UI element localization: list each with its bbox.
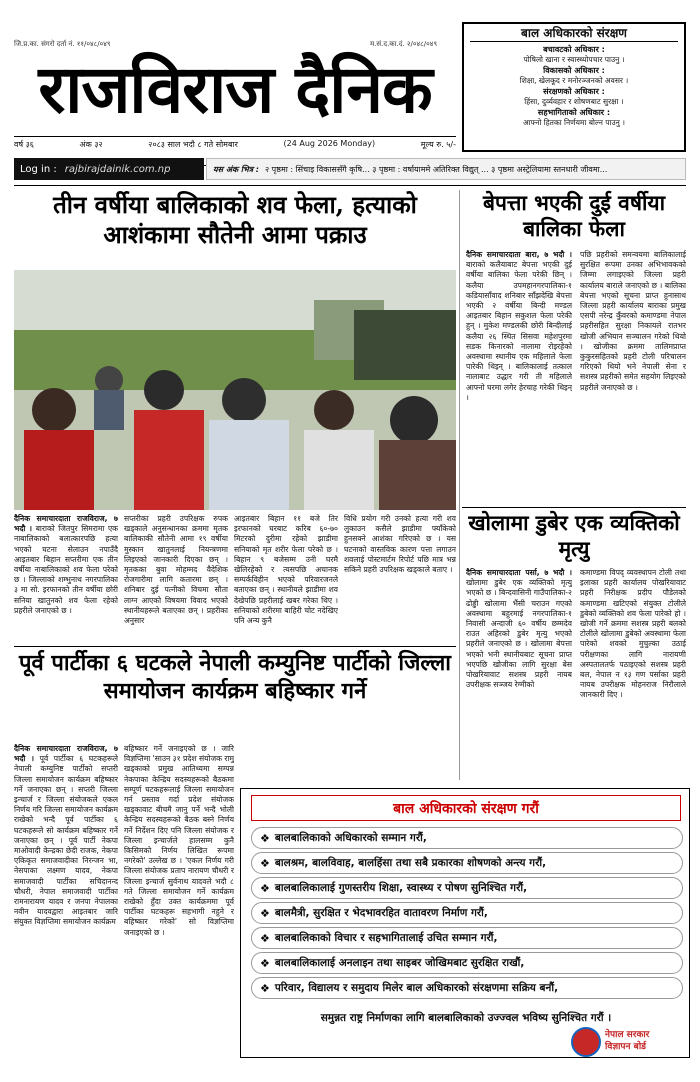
notice-item-3: ❖ बालबालिकालाई गुणस्तरीय शिक्षा, स्वास्थ्य र पोषण सुनिश्चित गरौं, xyxy=(251,877,683,899)
rights-head-1: बचावटको अधिकार : xyxy=(543,44,605,54)
issue-info-line xyxy=(14,136,456,150)
price: मूल्य रु. ५/- xyxy=(420,140,456,149)
bullet-icon: ❖ xyxy=(260,881,270,895)
divider xyxy=(14,185,686,186)
rights-text-2: शिक्षा, खेलकूद र मनोरञ्जनको अवसर । xyxy=(519,76,629,85)
story2-col2: पछि प्रहरीको समन्वयमा बालिकालाई सुरक्षित रूपमा उनका अभिभावकको जिम्मा लगाइएको जिल्ला प्रहरी कार्यालय बाराले जनाएको छ । बालिका बेपत्ता भएको सूचना प्राप्त हुनासाथ जिल्ला प्रहरी कार्यालय बाराका प्रमुख एसपी नरेन्द्र कुँवरको कमाण्डमा नेपाल प्रहरीसहित सुरक्षा निकायले रातभर खोजी अभियान सञ्चालन गरेको थियो । खोजीका क्रममा तालिमप्राप्त कुकुरसहितको प्रहरी टोली परिचालन गरिएको थियो भने नेपाली सेना र सशस्त्र प्रहरीको समेत सहयोग लिइएको प्रहरीले जनाएको छ । xyxy=(580,250,686,392)
story1-dateline: दैनिक समाचारदाता राजविराज, ७ भदौ । xyxy=(14,514,118,534)
story1-col3: आइतबार बिहान ११ बजे तिर इरफानको घरबाट करिब ६०-७० मिटरको दुरीमा रहेको झाडीमा सनियाको मृत शरीर फेला परेको छ । बिहान ९ बजेसम्म उनी घरमै खेलिरहेको र त्यसपछि अचानक सम्पर्कविहीन भएको परिवारजनले बताएका छन् । स्थानीयले झाडीमा शव देखेपछि प्रहरीलाई खबर गरेका थिए । सनियाको शरीरमा बाहिरी चोट नदेखिए पनि अन्य कुनै xyxy=(234,514,338,626)
headline-story1: तीन वर्षीया बालिकाको शव फेला, हत्याको आशंकामा सौतेनी आमा पक्राउ xyxy=(53,190,417,249)
volume: वर्ष ३६ xyxy=(14,140,34,149)
issue: अंक ३२ xyxy=(79,140,103,149)
notice-footer: समुन्नत राष्ट्र निर्माणका लागि बालबालिकाको उज्ज्वल भविष्य सुनिश्चित गरौं । xyxy=(320,1012,612,1024)
bullet-icon: ❖ xyxy=(260,956,270,970)
ticker-label: यस अंक भित्र : xyxy=(213,164,259,174)
story2-col1 xyxy=(466,250,572,506)
headline-story3: खोलामा डुबेर एक व्यक्तिको मृत्यु xyxy=(468,510,680,562)
crowd-photo xyxy=(14,270,456,510)
story4-col2: बहिष्कार गर्ने जनाइएको छ । जारि विज्ञप्तिमा 'साउन ३१ प्रदेश संयोजक रामु खड्काको प्रमुख आतिथ्यमा सम्पन्न नेकपाका केन्द्रिय सदस्यहरूको बैठकमा सम्पूर्ण घटकहरूलाई जिल्ला समायोजन गर्न प्रस्ताव गर्दा प्रदेश संयोजक खड्कावाट बीचमै जानु पर्ने भन्दै भोली केन्द्रिय सदस्यहरूको बैठक बस्ने निर्णय गर्ने निर्देशन दिए पनि जिल्ला संयोजक र जिल्ला इन्चार्जले हालसम्म कुनै किसिमको निर्णय लिखित रूपमा नगरेको' उल्लेख छ । 'एकल निर्णय गरी जिल्ला संयोजक प्रताप नारायण चौधरी र जिल्ला इन्चार्ज सुर्वनाथ यादवले भदौ ८ गते जिल्ला समायोजन गर्ने कार्यक्रम राखेको हुँदा उक्त कार्यक्रममा पूर्व पार्टीका घटकहरू सहभागी नहुने र बहिष्कार गरेको' सो विज्ञप्तिमा जनाइएको छ । xyxy=(124,744,234,937)
issuer xyxy=(605,1029,649,1053)
date-english: (24 Aug 2026 Monday) xyxy=(283,139,376,148)
government-seal-icon xyxy=(571,1027,601,1057)
rights-text-4: आफ्नो हितका निर्णयमा बोल्न पाउनु । xyxy=(523,118,625,127)
notice-item-7: ❖ परिवार, विद्यालय र समुदाय मिलेर बाल अधिकारको संरक्षणमा सक्रिय बनौं, xyxy=(251,977,683,999)
login-bar[interactable] xyxy=(14,158,204,180)
postal-number: म.सं.द.का.दं. २/०४८/०४९ xyxy=(370,40,438,48)
bullet-icon: ❖ xyxy=(260,931,270,945)
notice-item-5: ❖ बालबालिकाको विचार र सहभागितालाई उचित सम्मान गरौं, xyxy=(251,927,683,949)
inside-ticker xyxy=(206,158,686,180)
date-nepali: २०८३ साल भदौ ८ गते सोमबार xyxy=(148,140,238,149)
notice-item-1: ❖ बालबालिकाको अधिकारको सम्मान गरौं, xyxy=(251,827,683,849)
child-rights-box xyxy=(462,22,686,152)
notice-item-6: ❖ बालबालिकालाई अनलाइन तथा साइबर जोखिमबाट सुरक्षित राखौं, xyxy=(251,952,683,974)
registration-number: जि.प्र.का. संगरो दर्ता नं. ११/०४८/०४९ xyxy=(14,40,111,48)
story1-col4: विधि प्रयोग गरी उनको हत्या गरी शव लुकाउन कसैले झाडीमा फ्याँकेको हुनसक्ने आशंका गरिएको छ । यस घटनाको वास्तविक कारण पत्ता लगाउन शवलाई पोस्टमार्टम रिपोर्ट पछि मात्र भन्न सकिने प्रहरी उपरिक्षक खड्काले बताए । xyxy=(344,514,456,575)
story2-col1-text: बाराको कलैयाबाट बेपत्ता भएकी दुई वर्षीया बालिका फेला परेकी छिन् । कलैया उपमहानगरपालिका-१ कडियासाँवाद शनिबार साँझदेखि बेपत्ता भएकी २ वर्षीया बिन्दी मण्डल आइतबार बिहान सकुशल फेला परेकी हुन् । मुकेश मण्डलकी छोरी बिन्दीलाई कलैया २६ स्थित सिसवा महेशपुरमा सडक किनारको नालामा रोइरहेको अवस्थामा स्थानीय एक महिलाले फेला पारेकी थिइन् । बालिकालाई तत्काल नालाबाट उद्धार गरी ती महिलाले आफ्नो घरमा लगेर हेरचाह गरेकी थिइन् । xyxy=(466,260,572,402)
divider xyxy=(459,190,460,780)
story3-col1 xyxy=(466,568,572,782)
bullet-icon: ❖ xyxy=(260,981,270,995)
divider xyxy=(462,507,686,508)
login-label: Log in : xyxy=(20,163,57,175)
divider xyxy=(14,646,456,647)
rights-title: बाल अधिकारको संरक्षण xyxy=(470,28,678,42)
story4-col1-text: पूर्व पार्टीका ६ घटकहरूले नेपाली कम्युनिष्ट पार्टीको सप्तरी जिल्ला समायोजन कार्यक्रम बहिष्कार गर्ने जनाएका छन् । सप्तरी जिल्ला इन्चार्ज र जिल्ला संयोजकले एकल निर्णय गरि जिल्ला समायोजन कार्यक्रम राखेको भन्दै पूर्व पार्टीका ६ घटकहरूले सो कार्यक्रम बहिष्कार गर्ने जनाएका छन् । पूर्व पार्टी नेकपा माओवादी केन्द्रका छेदी राजक, नेकपा एकिकृत समाजवादीका निरन्जन भा, नेसपाका लक्ष्मण यादव, नेकपा समाजवादी पार्टीका सचिदानन्द चौधरी, नेपाल समाजवादी पार्टीका रामनारायण यादव र जनपा नेपालका नवीन यादवद्वारा आइतबार जारि संयुक्त विज्ञप्तिमा समायोजन कार्यक्रम xyxy=(14,754,118,927)
story1-col1 xyxy=(14,514,118,642)
story1-col2: सप्तरीका प्रहरी उपरिक्षक रुपक खड्काले अनुसन्धानका क्रममा मृतक बालिकाकी सौतेनी आमा १९ वर्षीया मुस्कान खातुनलाई नियन्त्रणमा लिइएको जानकारी दिएका छन् । मृतकका बुवा मोहम्मद वैदेशिक रोजगारीमा लागि कतारमा छन् । शनिबार दुई पत्नीको विचमा सौता लाग्न आएको विषयमा विवाद भएको स्थानीयहरूले बताएका छन् । प्रहरीका अनुसार xyxy=(124,514,228,626)
child-rights-notice xyxy=(240,788,690,1058)
rights-text-1: पोषिलो खाना र स्वास्थ्योपचार पाउनु । xyxy=(523,55,625,64)
rights-text-3: हिंसा, दुर्व्यवहार र शोषणबाट सुरक्षा । xyxy=(524,97,624,106)
notice-item-2: ❖ बालश्रम, बालविवाह, बालहिंसा तथा सबै प्रकारका शोषणको अन्त्य गरौं, xyxy=(251,852,683,874)
story3-col2: कमाण्डमा विपद् व्यवस्थापन टोली तथा इलाका प्रहरी कार्यालय पोखरियावाट प्रहरी निरीक्षक प्रदीप पौडेलको कमाण्डमा खटिएको संयुक्त टोलीले डुबेको व्यक्तिको शव फेला पारेको हो । खोजी गर्ने क्रममा सशस्त्र प्रहरी बलको टोलीले खोलामा डुबेको अवस्थामा फेला पारेको शवको मुचुल्का उठाई परीक्षणका लागि नारायणी अस्पतालतर्फ पठाइएको सशस्त्र प्रहरी बल, नेपाल न १३ गण पर्साका प्रहरी नायब उपरीक्षक मोहनराज निरौलाले जानकारी दिए । xyxy=(580,568,686,700)
website-link[interactable]: rajbirajdainik.com.np xyxy=(64,163,171,175)
news-photo xyxy=(14,270,456,510)
story2-dateline: दैनिक समाचारदाता बारा, ७ भदौ । xyxy=(466,250,572,259)
headline-story2: बेपत्ता भएकी दुई वर्षीया बालिका फेला xyxy=(482,190,666,242)
story3-dateline: दैनिक समाचारदाता पर्सा, ७ भदौ । xyxy=(466,568,572,577)
bullet-icon: ❖ xyxy=(260,831,270,845)
newspaper-title: राजविराज दैनिक xyxy=(38,50,432,128)
issuer-line1: नेपाल सरकार xyxy=(605,1030,650,1040)
story4-dateline: दैनिक समाचारदाता राजविराज, ७ भदौ । xyxy=(14,744,118,764)
headline-story4: पूर्व पार्टीका ६ घटकले नेपाली कम्युनिष्ट पार्टीको जिल्ला समायोजन कार्यक्रम बहिष्कार गर्ने xyxy=(19,650,451,704)
notice-item-4: ❖ बालमैत्री, सुरक्षित र भेदभावरहित वातावरण निर्माण गरौं, xyxy=(251,902,683,924)
issuer-line2: विज्ञापन बोर्ड xyxy=(605,1042,646,1052)
ticker-text: २ पृष्ठमा : सिंचाइ विकाससँगै कृषि... ३ पृष्ठमा : वर्षायाममे अतिरिक्त विद्युत् ... ३ पृष्ठमा अस्ट्रेलियामा स्तनधारी जीवमा... xyxy=(264,164,608,174)
rights-head-4: सहभागिताको अधिकार : xyxy=(537,107,611,117)
notice-title: बाल अधिकारको संरक्षण गरौं xyxy=(251,795,681,821)
story1-col1-text: बाराको जितपुर सिमरामा एक नाबालिकाको बलात्कारपछि हत्या भएको घटना सेलाउन नपाउँदै आइतबार बिहान सप्तरीमा एक तीन वर्षीया नाबालिकाको शव फेला परेको छ । जिल्लाको शम्भुनाथ नगरपालिका ३ मा सो. इरफानको तीन वर्षीया छोरी सनिया खातुनको शव फेला रहेको प्रहरीले जनाएको छ । xyxy=(14,524,118,615)
rights-head-2: विकासको अधिकार : xyxy=(543,65,605,75)
story4-col1 xyxy=(14,744,118,1074)
rights-head-3: संरक्षणको अधिकार : xyxy=(543,86,605,96)
story3-col1-text: खोलामा डुबेर एक व्यक्तिको मृत्यु भएको छ । बिन्दवासिनी गाउँपालिका-२ ढोड्ढी खोलामा भैंसी चराउन गएको अवस्थामा बहुरमाई नगरपालिका-१ निवासी अन्दाजी ६० वर्षीय छम्मदेव राउत अहिरको डुबेर मृत्यु भएको प्रहरीले जनाएको छ । खोलामा बेपत्ता भएको भनी स्थानीयबाट सूचना प्राप्त भएपछि खोजीका लागि सुरक्षा बेस पोखरियावाट सशस्त्र प्रहरी नायब उपरीक्षक सञ्जय रेग्मीको xyxy=(466,578,572,690)
bullet-icon: ❖ xyxy=(260,856,270,870)
bullet-icon: ❖ xyxy=(260,906,270,920)
